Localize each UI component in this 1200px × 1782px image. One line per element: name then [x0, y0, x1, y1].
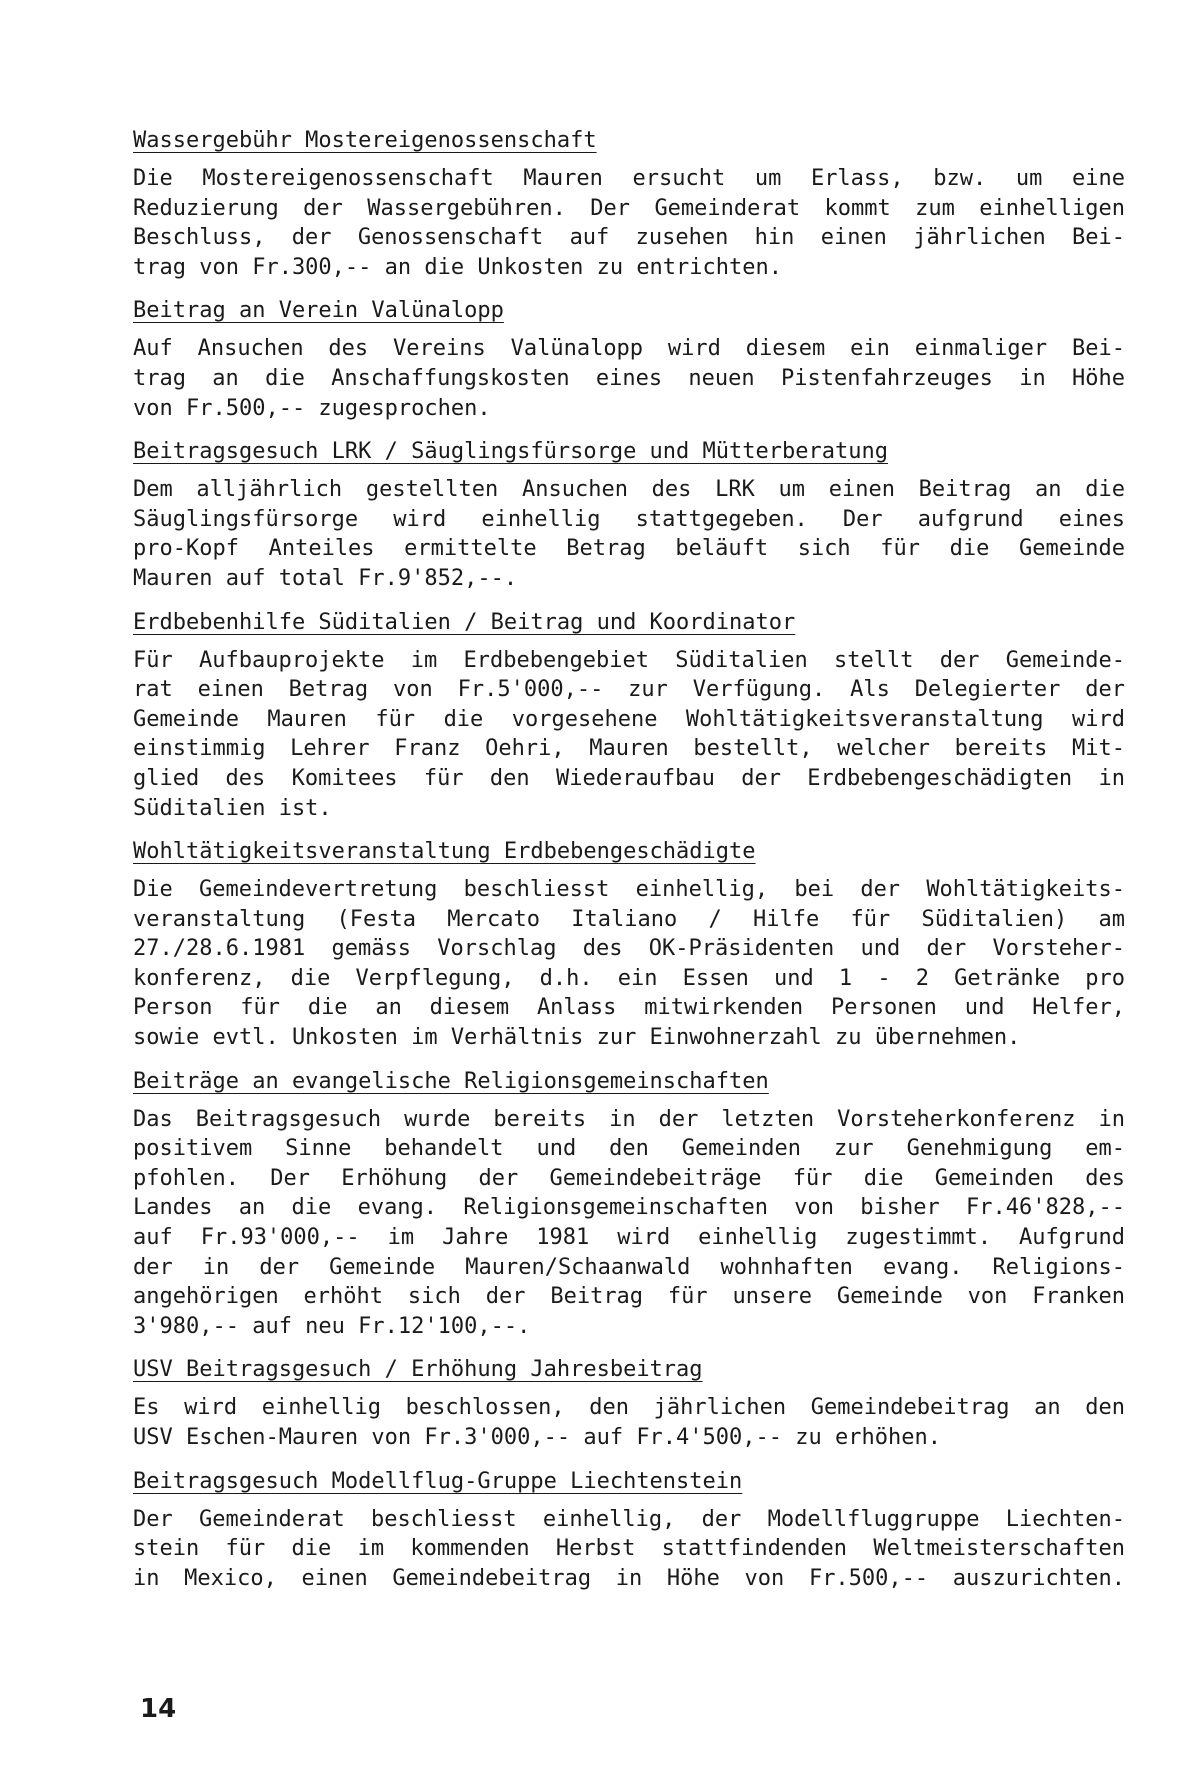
body-line: 3'980,-- auf neu Fr.12'100,--.: [133, 1313, 531, 1339]
section-heading: Beitragsgesuch LRK / Säuglingsfürsorge und Mütterberatung: [133, 439, 888, 465]
body-line: Der Gemeinderat beschliesst einhellig, der Modellfluggruppe Liechten-: [133, 1506, 1125, 1532]
section-wohltaetigkeit: [133, 837, 1125, 1053]
body-line: Person für die an diesem Anlass mitwirkenden Personen und Helfer,: [133, 995, 1125, 1021]
body-line: Beschluss, der Genossenschaft auf zusehen hin einen jährlichen Bei-: [133, 225, 1125, 251]
section-valuenalopp: [133, 296, 1125, 423]
body-line: einstimmig Lehrer Franz Oehri, Mauren bestellt, welcher bereits Mit-: [133, 736, 1125, 762]
body-line: Landes an die evang. Religionsgemeinschaften von bisher Fr.46'828,--: [133, 1195, 1125, 1221]
body-line: 27./28.6.1981 gemäss Vorschlag des OK-Präsidenten und der Vorsteher-: [133, 936, 1125, 962]
body-line: konferenz, die Verpflegung, d.h. ein Essen und 1 - 2 Getränke pro: [133, 965, 1125, 991]
body-line: Süditalien ist.: [133, 795, 332, 821]
body-line: Die Mostereigenossenschaft Mauren ersucht um Erlass, bzw. um eine: [133, 166, 1125, 191]
body-line: in Mexico, einen Gemeindebeitrag in Höhe von Fr.500,-- auszurichten.: [133, 1565, 1125, 1591]
section-heading: Wohltätigkeitsveranstaltung Erdbebengeschädigte: [133, 839, 756, 865]
section-heading: Beiträge an evangelische Religionsgemeinschaften: [133, 1068, 769, 1094]
body-line: glied des Komitees für den Wiederaufbau der Erdbebengeschädigten in: [133, 765, 1125, 791]
section-heading: Beitragsgesuch Modellflug-Gruppe Liechtenstein: [133, 1468, 743, 1494]
body-line: Reduzierung der Wassergebühren. Der Gemeinderat kommt zum einhelligen: [133, 195, 1125, 221]
section-heading: Erdbebenhilfe Süditalien / Beitrag und Koordinator: [133, 609, 796, 635]
body-line: von Fr.500,-- zugesprochen.: [133, 395, 491, 421]
document-page: [133, 126, 1125, 1607]
body-line: Auf Ansuchen des Vereins Valünalopp wird diesem ein einmaliger Bei-: [133, 336, 1125, 362]
body-line: Säuglingsfürsorge wird einhellig stattgegeben. Der aufgrund eines: [133, 506, 1125, 532]
section-heading: USV Beitragsgesuch / Erhöhung Jahresbeitrag: [133, 1357, 703, 1383]
body-line: Die Gemeindevertretung beschliesst einhellig, bei der Wohltätigkeits-: [133, 877, 1125, 903]
body-line: angehörigen erhöht sich der Beitrag für unsere Gemeinde von Franken: [133, 1284, 1125, 1310]
section-heading: Wassergebühr Mostereigenossenschaft: [133, 128, 597, 153]
body-line: trag an die Anschaffungskosten eines neuen Pistenfahrzeuges in Höhe: [133, 365, 1125, 391]
body-line: Mauren auf total Fr.9'852,--.: [133, 565, 518, 591]
body-line: Dem alljährlich gestellten Ansuchen des LRK um einen Beitrag an die: [133, 477, 1125, 503]
section-religionsgemeinschaften: [133, 1067, 1125, 1342]
body-line: Es wird einhellig beschlossen, den jährlichen Gemeindebeitrag an den: [133, 1395, 1125, 1421]
body-line: Das Beitragsgesuch wurde bereits in der letzten Vorsteherkonferenz in: [133, 1106, 1125, 1132]
body-line: sowie evtl. Unkosten im Verhältnis zur Einwohnerzahl zu übernehmen.: [133, 1025, 1021, 1051]
section-usv: [133, 1355, 1125, 1452]
body-line: Gemeinde Mauren für die vorgesehene Wohltätigkeitsveranstaltung wird: [133, 706, 1125, 732]
body-line: USV Eschen-Mauren von Fr.3'000,-- auf Fr.4'500,-- zu erhöhen.: [133, 1425, 941, 1450]
body-line: auf Fr.93'000,-- im Jahre 1981 wird einhellig zugestimmt. Aufgrund: [133, 1225, 1125, 1251]
body-line: veranstaltung (Festa Mercato Italiano / Hilfe für Süditalien) am: [133, 906, 1125, 932]
page-number: 14: [140, 1694, 177, 1724]
section-modellflug: [133, 1467, 1125, 1594]
body-line: pro-Kopf Anteiles ermittelte Betrag beläuft sich für die Gemeinde: [133, 536, 1125, 562]
body-line: stein für die im kommenden Herbst stattfindenden Weltmeisterschaften: [133, 1536, 1125, 1562]
section-wassergebuehr: [133, 126, 1125, 282]
body-line: trag von Fr.300,-- an die Unkosten zu entrichten.: [133, 254, 783, 280]
section-heading: Beitrag an Verein Valünalopp: [133, 298, 504, 324]
body-line: rat einen Betrag von Fr.5'000,-- zur Verfügung. Als Delegierter der: [133, 677, 1125, 703]
body-line: pfohlen. Der Erhöhung der Gemeindebeiträge für die Gemeinden des: [133, 1165, 1125, 1191]
section-erdbebenhilfe: [133, 608, 1125, 824]
body-line: positivem Sinne behandelt und den Gemeinden zur Genehmigung em-: [133, 1136, 1125, 1162]
body-line: der in der Gemeinde Mauren/Schaanwald wohnhaften evang. Religions-: [133, 1254, 1125, 1280]
section-lrk: [133, 437, 1125, 593]
body-line: Für Aufbauprojekte im Erdbebengebiet Süditalien stellt der Gemeinde-: [133, 647, 1125, 673]
